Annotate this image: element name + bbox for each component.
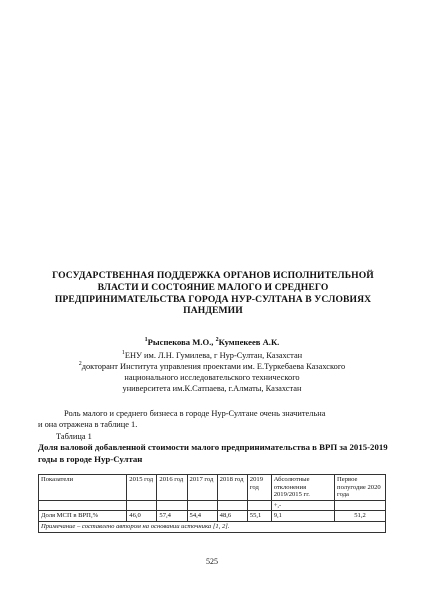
author-2-sup: 2 — [215, 337, 219, 344]
header-cell: Абсолютные отклонения 2019/2015 гг. — [271, 475, 334, 501]
affiliation-1 — [0, 350, 424, 361]
affiliation-2-line-2: национального исследовательского технического — [124, 373, 300, 382]
affiliation-2-line-1: докторант Института управления проектами им. Е.Туркебаева Казахского — [81, 362, 346, 371]
table-cell: 48,6 — [217, 511, 247, 522]
author-2-name: Кумпекеев А.К. — [218, 337, 280, 347]
table-cell: 51,2 — [335, 511, 386, 522]
title-line: ПРЕДПРИНИМАТЕЛЬСТВА ГОРОДА НУР-СУЛТАНА В УСЛОВИЯХ — [54, 293, 372, 305]
table-row — [39, 511, 386, 522]
title-line: ВЛАСТИ И СОСТОЯНИЕ МАЛОГО И СРЕДНЕГО — [97, 281, 329, 293]
table-caption: Доля валовой добавленной стоимости малого предпринимательства в ВРП за 2015-2019 годы в городе Нур-Султан — [38, 442, 388, 464]
header-cell: 2019 год — [247, 475, 271, 501]
subheader-cell: +,- — [271, 500, 334, 511]
affiliations — [0, 350, 424, 394]
data-table — [38, 474, 386, 533]
authors — [0, 337, 424, 348]
paper-title — [32, 270, 394, 317]
affiliation-2-sup: 2 — [78, 361, 82, 368]
header-cell: 2018 год — [217, 475, 247, 501]
author-1-sup: 1 — [144, 337, 148, 344]
table-subheader-row — [39, 500, 386, 511]
author-1-name: Рыспекова М.О., — [147, 337, 216, 347]
table-note: Примечание – составлено автором на основании источника [1, 2]. — [39, 521, 386, 532]
table-cell: 9,1 — [271, 511, 334, 522]
table-note-row — [39, 521, 386, 532]
table-header-row — [39, 475, 386, 501]
table-cell: 57,4 — [157, 511, 187, 522]
affiliation-1-text: ЕНУ им. Л.Н. Гумилева, г Нур-Султан, Казахстан — [124, 351, 303, 360]
page-number: 525 — [206, 557, 218, 566]
header-cell: 2017 год — [187, 475, 217, 501]
header-cell: Показатели — [39, 475, 127, 501]
header-cell: 2016 год — [157, 475, 187, 501]
body-paragraph-line-1: Роль малого и среднего бизнеса в городе Нур-Султане очень значительна — [64, 409, 326, 418]
header-cell: 2015 год — [127, 475, 157, 501]
body-paragraph-line-2: и она отражена в таблице 1. — [38, 420, 138, 429]
affiliation-1-sup: 1 — [121, 350, 125, 357]
table-cell: Доля МСП в ВРП,% — [39, 511, 127, 522]
title-line: ГОСУДАРСТВЕННАЯ ПОДДЕРЖКА ОРГАНОВ ИСПОЛНИТЕЛЬНОЙ — [52, 270, 374, 281]
table-cell: 54,4 — [187, 511, 217, 522]
affiliation-2-line-3: университета им.К.Сатпаева, г.Алматы, Казахстан — [122, 384, 302, 393]
header-cell: Первое полугодие 2020 года — [335, 475, 386, 501]
title-line: ПАНДЕМИИ — [183, 305, 243, 317]
table-label: Таблица 1 — [56, 432, 92, 441]
table-cell: 55,1 — [247, 511, 271, 522]
table-cell: 46,0 — [127, 511, 157, 522]
affiliation-2 — [0, 361, 424, 372]
